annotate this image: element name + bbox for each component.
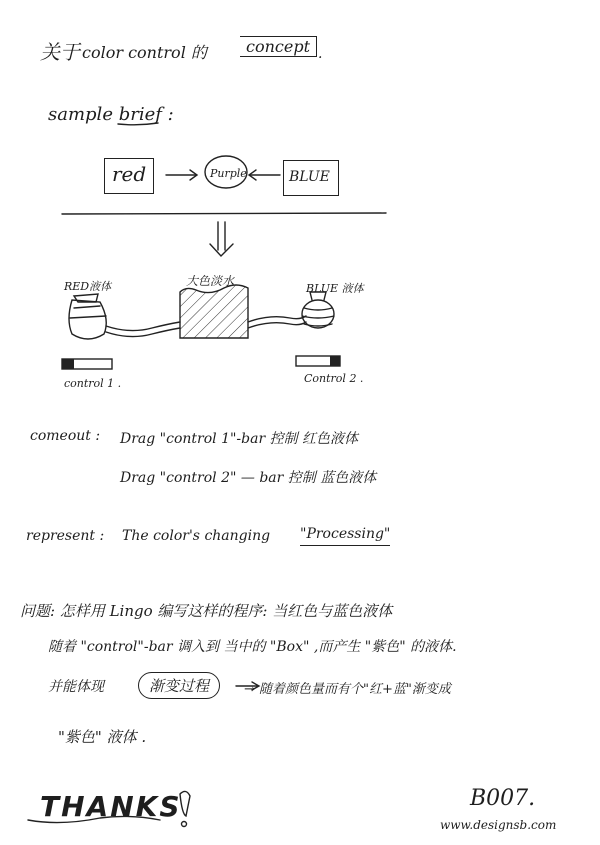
comeout-line1: Drag "control 1"-bar 控制 红色液体 xyxy=(120,431,359,447)
purple-circle xyxy=(205,156,247,188)
represent-text: The color's changing xyxy=(122,528,271,544)
tube-left xyxy=(106,322,180,331)
comeout-line2: Drag "control 2" — bar 控制 蓝色液体 xyxy=(120,470,377,486)
red-label: red xyxy=(112,162,147,186)
divider-line xyxy=(62,213,386,214)
question-line4: "紫色" 液体 . xyxy=(58,728,147,746)
title-prefix: 关于 xyxy=(40,40,80,64)
exclamation-icon xyxy=(180,791,190,826)
control1-label: control 1 . xyxy=(64,377,122,390)
tube-right xyxy=(248,316,306,322)
mix-box xyxy=(180,285,248,338)
sample-brief-label: sample brief : xyxy=(48,104,174,125)
title-concept-boxed: concept xyxy=(240,36,317,57)
purple-label: Purple xyxy=(210,167,247,180)
red-vessel-icon xyxy=(69,294,106,339)
control2-knob xyxy=(330,356,340,366)
represent-label: represent : xyxy=(26,528,105,544)
control1-knob xyxy=(62,359,74,369)
brief-underline xyxy=(118,123,158,125)
website: www.designsb.com xyxy=(440,818,557,832)
arrow-blue-to-purple xyxy=(249,170,280,180)
question-line2: 随着 "control"-bar 调入到 当中的 "Box" ,而产生 "紫色" 的液体. xyxy=(48,639,457,655)
thanks-underline xyxy=(28,816,160,822)
red-liquid-label: RED液体 xyxy=(64,280,112,293)
blue-label: BLUE xyxy=(289,169,330,185)
arrow-red-to-purple xyxy=(166,170,197,180)
control2-label: Control 2 . xyxy=(304,372,364,385)
question-line3-circled: 渐变过程 xyxy=(138,672,220,699)
question-line1: 问题: 怎样用 Lingo 编写这样的程序: 当红色与蓝色液体 xyxy=(20,602,393,620)
signature: B007. xyxy=(470,786,536,811)
question-line3-suffix: → 随着颜色量而有个"红+蓝"渐变成 xyxy=(244,682,451,697)
arrow-right-icon xyxy=(236,682,259,690)
question-line3-prefix: 并能体现 xyxy=(48,679,104,695)
represent-highlight: "Processing" xyxy=(300,526,390,546)
blue-liquid-label: BLUE 液体 xyxy=(306,282,364,295)
thanks-text: THANKS xyxy=(40,790,182,823)
down-arrow-icon xyxy=(210,222,233,256)
title-text: color control 的 xyxy=(82,43,207,62)
mix-water-label: 大色淡水 xyxy=(186,274,235,288)
blue-vessel-icon xyxy=(302,292,334,328)
comeout-label: comeout : xyxy=(30,428,101,444)
title-period: . xyxy=(318,46,323,62)
